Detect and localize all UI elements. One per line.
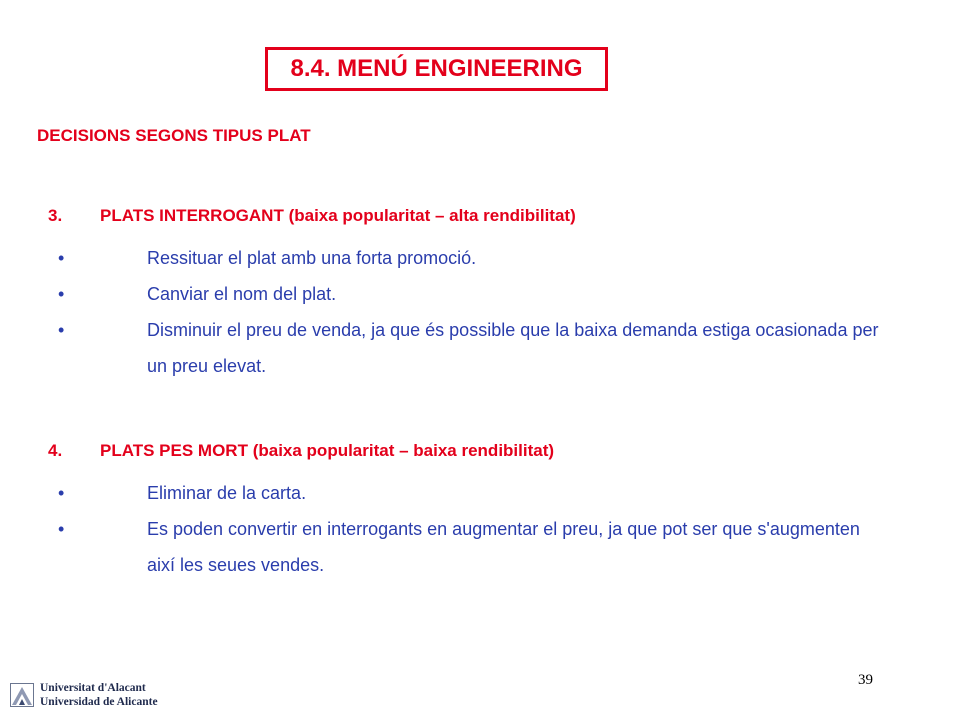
slide-title: 8.4. MENÚ ENGINEERING: [290, 55, 583, 82]
university-emblem-icon: [10, 683, 34, 707]
slide-subtitle: DECISIONS SEGONS TIPUS PLAT: [37, 126, 311, 145]
bullet-list: [48, 475, 928, 583]
bullet-icon: •: [58, 519, 65, 539]
bullet-list: [48, 240, 928, 384]
bullet-item: [48, 276, 928, 312]
section-heading-text: PLATS INTERROGANT (baixa popularitat – alta rendibilitat): [100, 206, 576, 225]
bullet-item: [48, 312, 928, 384]
bullet-icon: •: [58, 320, 65, 340]
section-number: 4.: [48, 441, 63, 460]
title-box: [265, 47, 608, 91]
bullet-text: Disminuir el preu de venda, ja que és possible que la baixa demanda estiga ocasionada per un preu elevat.: [147, 320, 879, 376]
section-heading: [48, 206, 928, 228]
bullet-text: Canviar el nom del plat.: [147, 284, 337, 304]
bullet-text: Es poden convertir en interrogants en augmentar el preu, ja que pot ser que s'augmenten així les seues vendes.: [147, 519, 860, 575]
bullet-text: Ressituar el plat amb una forta promoció.: [147, 248, 477, 268]
bullet-text: Eliminar de la carta.: [147, 483, 307, 503]
bullet-item: [48, 240, 928, 276]
bullet-icon: •: [58, 483, 65, 503]
bullet-item: [48, 511, 928, 583]
bullet-icon: •: [58, 248, 65, 268]
section-heading-text: PLATS PES MORT (baixa popularitat – baixa rendibilitat): [100, 441, 555, 460]
section-plats-interrogant: [48, 206, 928, 384]
bullet-item: [48, 475, 928, 511]
logo-line-spanish: Universidad de Alicante: [40, 696, 158, 708]
page-number: 39: [858, 672, 873, 688]
bullet-icon: •: [58, 284, 65, 304]
section-plats-pes-mort: [48, 441, 928, 583]
section-number: 3.: [48, 206, 63, 225]
section-heading: [48, 441, 928, 463]
logo-line-valencian: Universitat d'Alacant: [40, 682, 146, 694]
